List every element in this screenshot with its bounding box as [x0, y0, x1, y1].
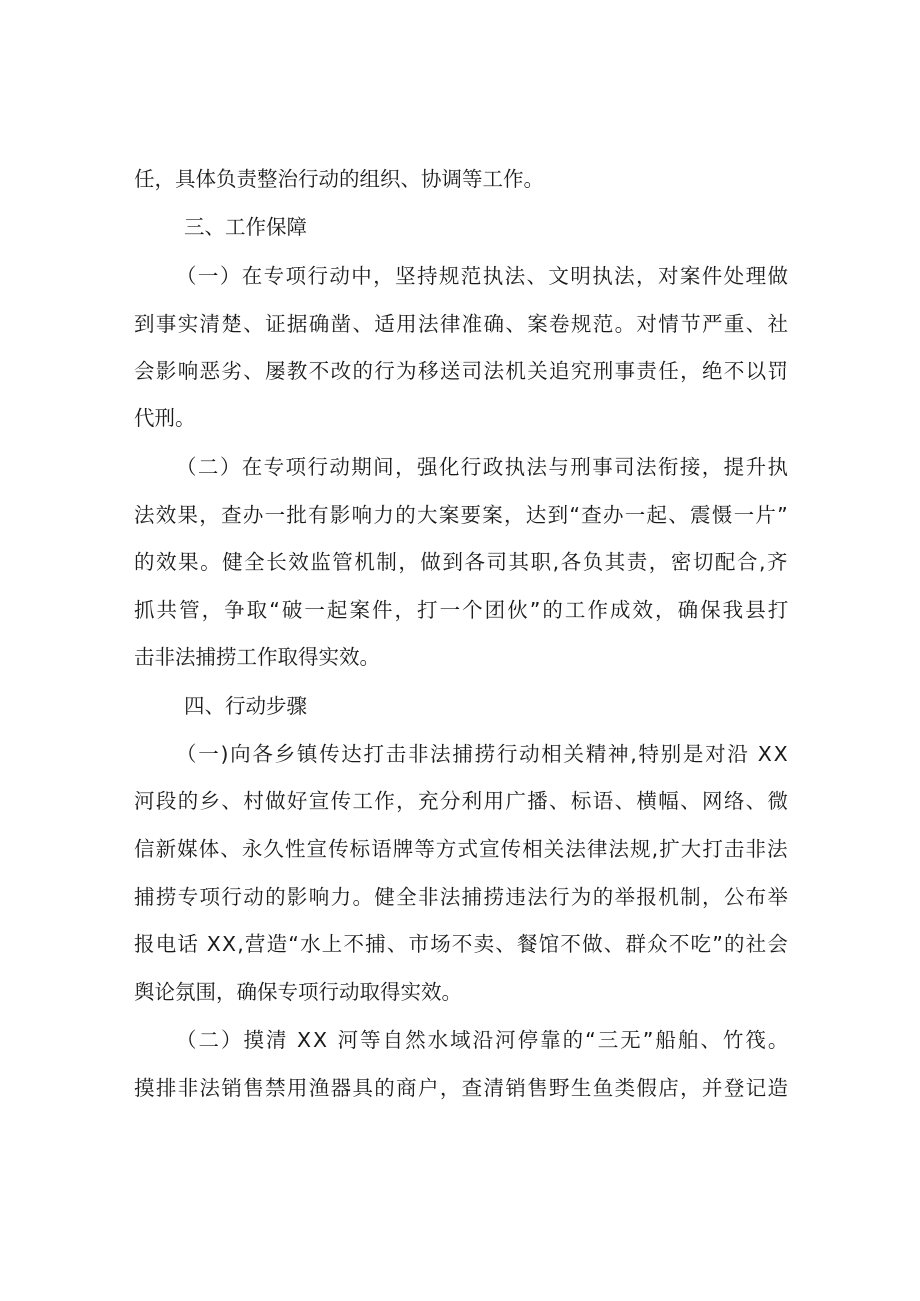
text-line-13: （一)向各乡镇传达打击非法捕捞行动相关精神,特别是对沿 XX [176, 742, 790, 766]
text-line-4: 到事实清楚、证据确凿、适用法律准确、案卷规范。对情节严重、社 [134, 312, 790, 336]
text-line-19: （二）摸清 XX 河等自然水域沿河停靠的“三无”船舶、竹筏。 [176, 1028, 791, 1052]
section-heading-work-guarantee: 三、工作保障 [184, 215, 307, 239]
text-line-8: 法效果，查办一批有影响力的大案要案，达到“查办一起、震慑一片” [134, 503, 790, 527]
text-line-14: 河段的乡、村做好宣传工作，充分利用广播、标语、横幅、网络、微 [134, 789, 790, 813]
text-line-10: 抓共管，争取“破一起案件，打一个团伙”的工作成效，确保我县打 [134, 598, 791, 622]
text-line-6: 代刑。 [134, 406, 196, 430]
text-line-9: 的效果。健全长效监管机制，做到各司其职,各负其责，密切配合,齐 [134, 550, 790, 574]
text-line-1: 任，具体负责整治行动的组织、协调等工作。 [134, 167, 544, 191]
text-line-18: 舆论氛围，确保专项行动取得实效。 [134, 980, 462, 1004]
text-line-5: 会影响恶劣、屡教不改的行为移送司法机关追究刑事责任，绝不以罚 [134, 359, 790, 383]
text-line-7: （二）在专项行动期间，强化行政执法与刑事司法衔接，提升执 [176, 455, 790, 479]
text-line-3: （一）在专项行动中，坚持规范执法、文明执法，对案件处理做 [176, 264, 790, 288]
text-line-11: 击非法捕捞工作取得实效。 [134, 645, 380, 669]
text-line-17: 报电话 XX,营造“水上不捕、市场不卖、餐馆不做、群众不吃”的社会 [134, 932, 790, 956]
text-line-15: 信新媒体、永久性宣传标语牌等方式宣传相关法律法规,扩大打击非法 [134, 837, 789, 861]
section-heading-action-steps: 四、行动步骤 [184, 694, 307, 718]
text-line-20: 摸排非法销售禁用渔器具的商户，查清销售野生鱼类假店，并登记造 [134, 1076, 790, 1100]
text-line-16: 捕捞专项行动的影响力。健全非法捕捞违法行为的举报机制，公布举 [134, 885, 790, 909]
